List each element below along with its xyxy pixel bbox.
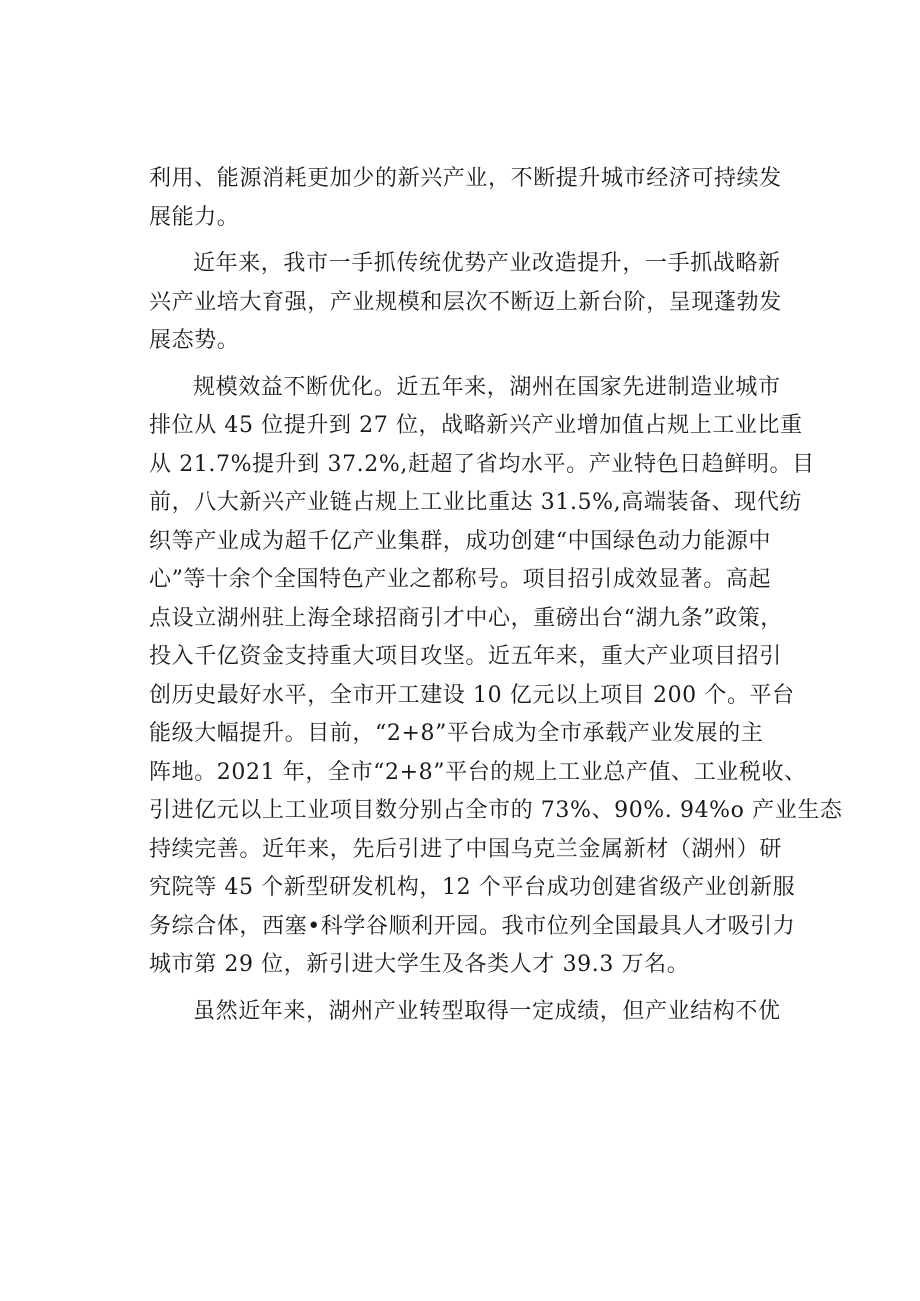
text-line: 从 21.7%提升到 37.2%,赶超了省均水平。产业特色日趋鲜明。目 [149,451,815,477]
text-line: 虽然近年来，湖州产业转型取得一定成绩，但产业结构不优 [193,998,781,1024]
paragraph-challenges [149,993,799,1032]
paragraph-achievements [149,369,843,985]
text-line: 展态势。 [149,328,240,353]
text-line: 引进亿元以上工业项目数分别占全市的 73%、90%. 94%o 产业生态 [149,798,843,823]
text-line: 持续完善。近年来，先后引进了中国乌克兰金属新材（湖州）研 [149,836,782,862]
paragraph-overview [149,245,799,361]
text-line: 展能力。 [149,204,240,230]
text-line: 阵地。2021 年，全市“2+8”平台的规上工业总产值、工业税收、 [149,759,807,785]
text-line: 点设立湖州驻上海全球招商引才中心，重磅出台“湖九条”政策， [149,605,783,631]
text-line: 近年来，我市一手抓传统优势产业改造提升，一手抓战略新 [193,251,781,276]
text-line: 前，八大新兴产业链占规上工业比重达 31.5%,高端装备、现代纺 [149,490,803,515]
text-line: 利用、能源消耗更加少的新兴产业，不断提升城市经济可持续发 [149,166,782,191]
text-line: 务综合体，西塞•科学谷顺利开园。我市位列全国最具人才吸引力 [149,913,796,939]
text-line: 规模效益不断优化。近五年来，湖州在国家先进制造业城市 [193,374,781,400]
text-line: 兴产业培大育强，产业规模和层次不断迈上新台阶，呈现蓬勃发 [149,289,782,315]
text-line: 创历史最好水平，全市开工建设 10 亿元以上项目 200 个。平台 [149,682,795,708]
text-line: 城市第 29 位，新引进大学生及各类人才 39.3 万名。 [149,952,690,977]
text-line: 能级大幅提升。目前，“2+8”平台成为全市承载产业发展的主 [149,721,764,746]
text-line: 排位从 45 位提升到 27 位，战略新兴产业增加值占规上工业比重 [149,413,803,438]
text-line: 心”等十余个全国特色产业之都称号。项目招引成效显著。高起 [149,567,772,592]
text-line: 究院等 45 个新型研发机构，12 个平台成功创建省级产业创新服 [149,875,796,900]
text-line: 投入千亿资金支持重大项目攻坚。近五年来，重大产业项目招引 [149,644,782,669]
text-line: 织等产业成为超千亿产业集群，成功创建“中国绿色动力能源中 [149,528,772,554]
paragraph-continuation [149,160,799,237]
document-body [149,160,843,1031]
